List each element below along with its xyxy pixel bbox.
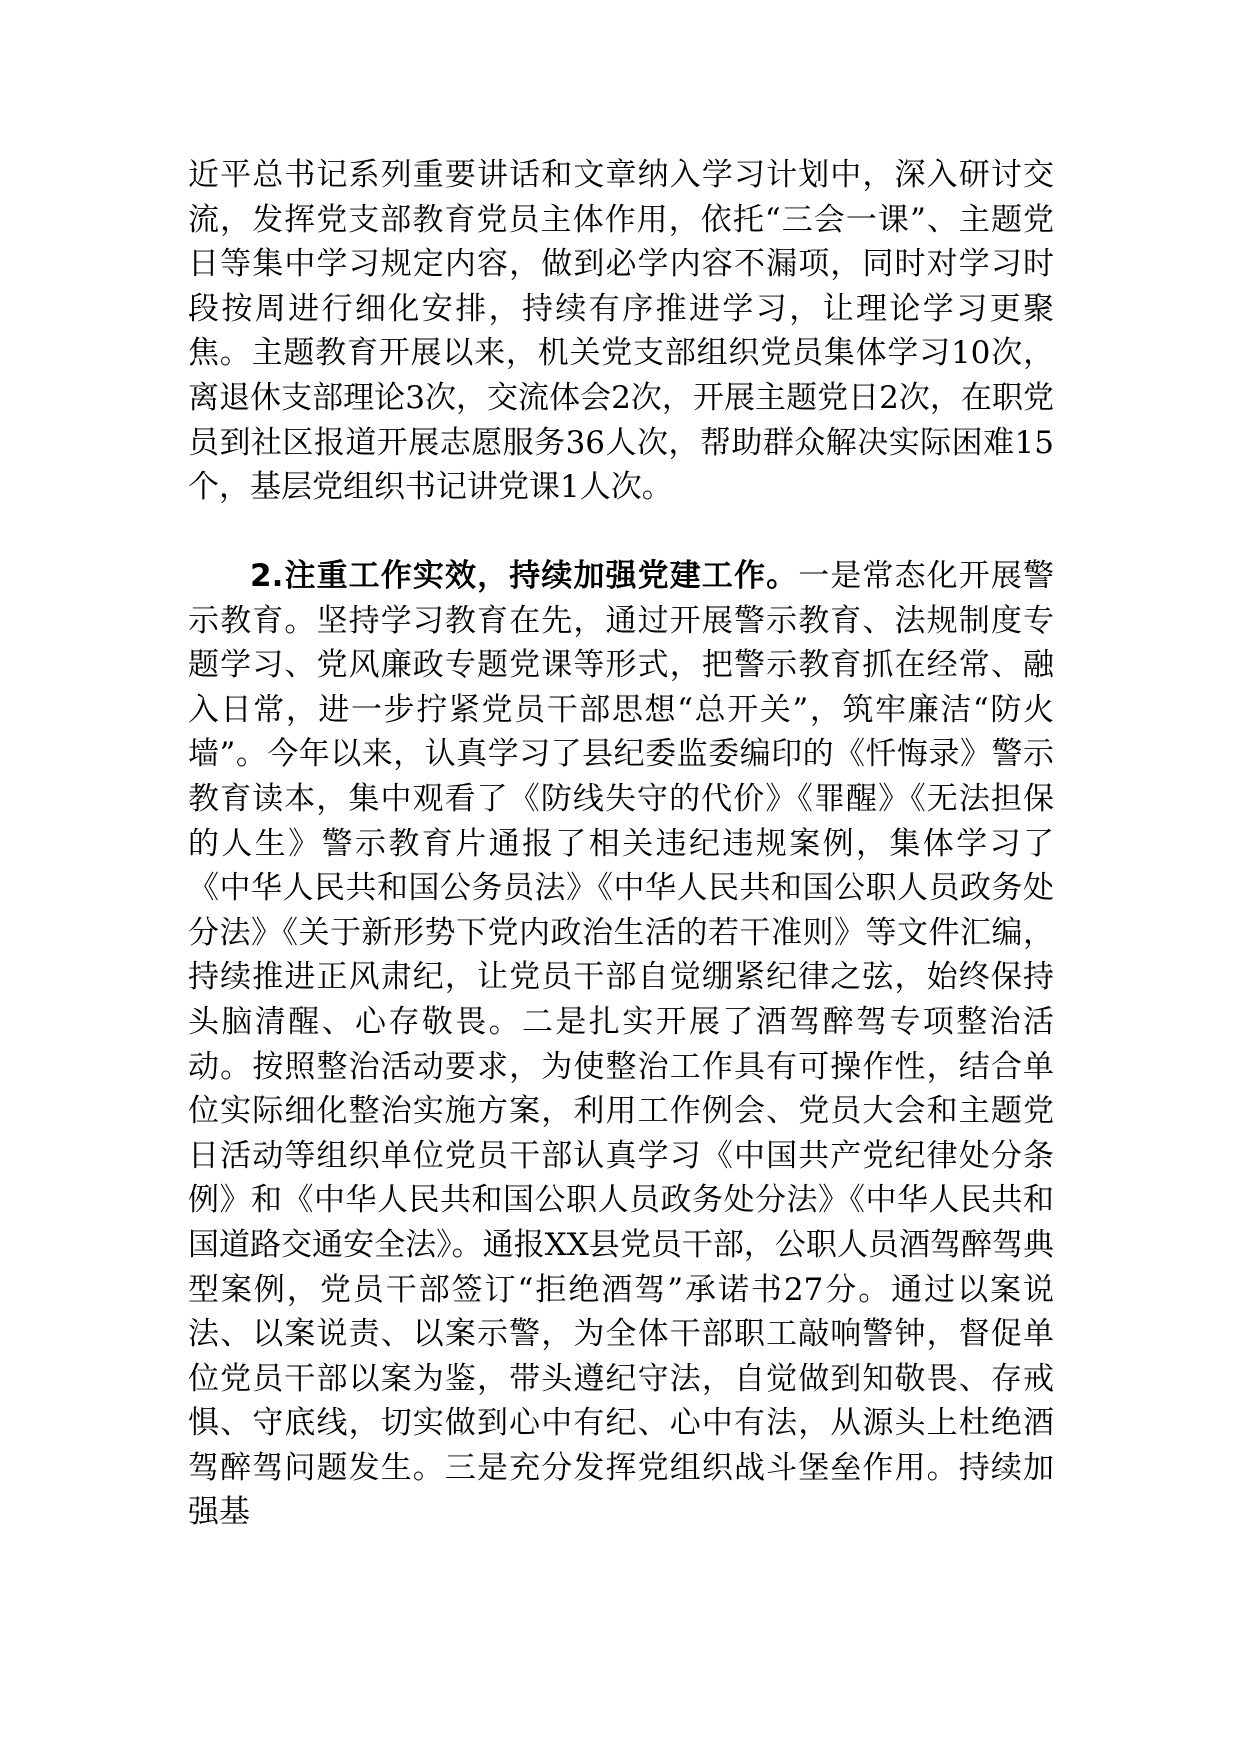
- paragraph-body: 一是常态化开展警示教育。坚持学习教育在先，通过开展警示教育、法规制度专题学习、党风廉政专题党课等形式，把警示教育抓在经常、融入日常，进一步拧紧党员干部思想“总开关”，筑牢廉洁“防火墙”。今年以来，认真学习了县纪委监委编印的《忏悔录》警示教育读本，集中观看了《防线失守的代价》《罪醒》《无法担保的人生》警示教育片通报了相关违纪违规案例，集体学习了《中华人民共和国公务员法》《中华人民共和国公职人员政务处分法》《关于新形势下党内政治生活的若干准则》等文件汇编，持续推进正风肃纪，让党员干部自觉绷紧纪律之弦，始终保持头脑清醒、心存敬畏。二是扎实开展了酒驾醉驾专项整治活动。按照整治活动要求，为使整治工作具有可操作性，结合单位实际细化整治实施方案，利用工作例会、党员大会和主题党日活动等组织单位党员干部认真学习《中国共产党纪律处分条例》和《中华人民共和国公职人员政务处分法》《中华人民共和国道路交通安全法》。通报XX县党员干部，公职人员酒驾醉驾典型案例，党员干部签订“拒绝酒驾”承诺书27分。通过以案说法、以案说责、以案示警，为全体干部职工敲响警钟，督促单位党员干部以案为鉴，带头遵纪守法，自觉做到知敬畏、存戒惧、守底线，切实做到心中有纪、心中有法，从源头上杜绝酒驾醉驾问题发生。三是充分发挥党组织战斗堡垒作用。持续加强基: [188, 558, 1054, 1531]
- paragraph-body: 近平总书记系列重要讲话和文章纳入学习计划中，深入研讨交流，发挥党支部教育党员主体作用，依托“三会一课”、主题党日等集中学习规定内容，做到必学内容不漏项，同时对学习时段按周进行细化安排，持续有序推进学习，让理论学习更聚焦。主题教育开展以来，机关党支部组织党员集体学习10次，离退休支部理论3次，交流体会2次，开展主题党日2次，在职党员到社区报道开展志愿服务36人次，帮助群众解决实际困难15个，基层党组织书记讲党课1人次。: [188, 157, 1054, 506]
- paragraph-party-building: [188, 554, 1054, 1535]
- section-heading: 2.注重工作实效，持续加强党建工作。: [250, 558, 799, 594]
- paragraph-study-activities: [188, 153, 1054, 510]
